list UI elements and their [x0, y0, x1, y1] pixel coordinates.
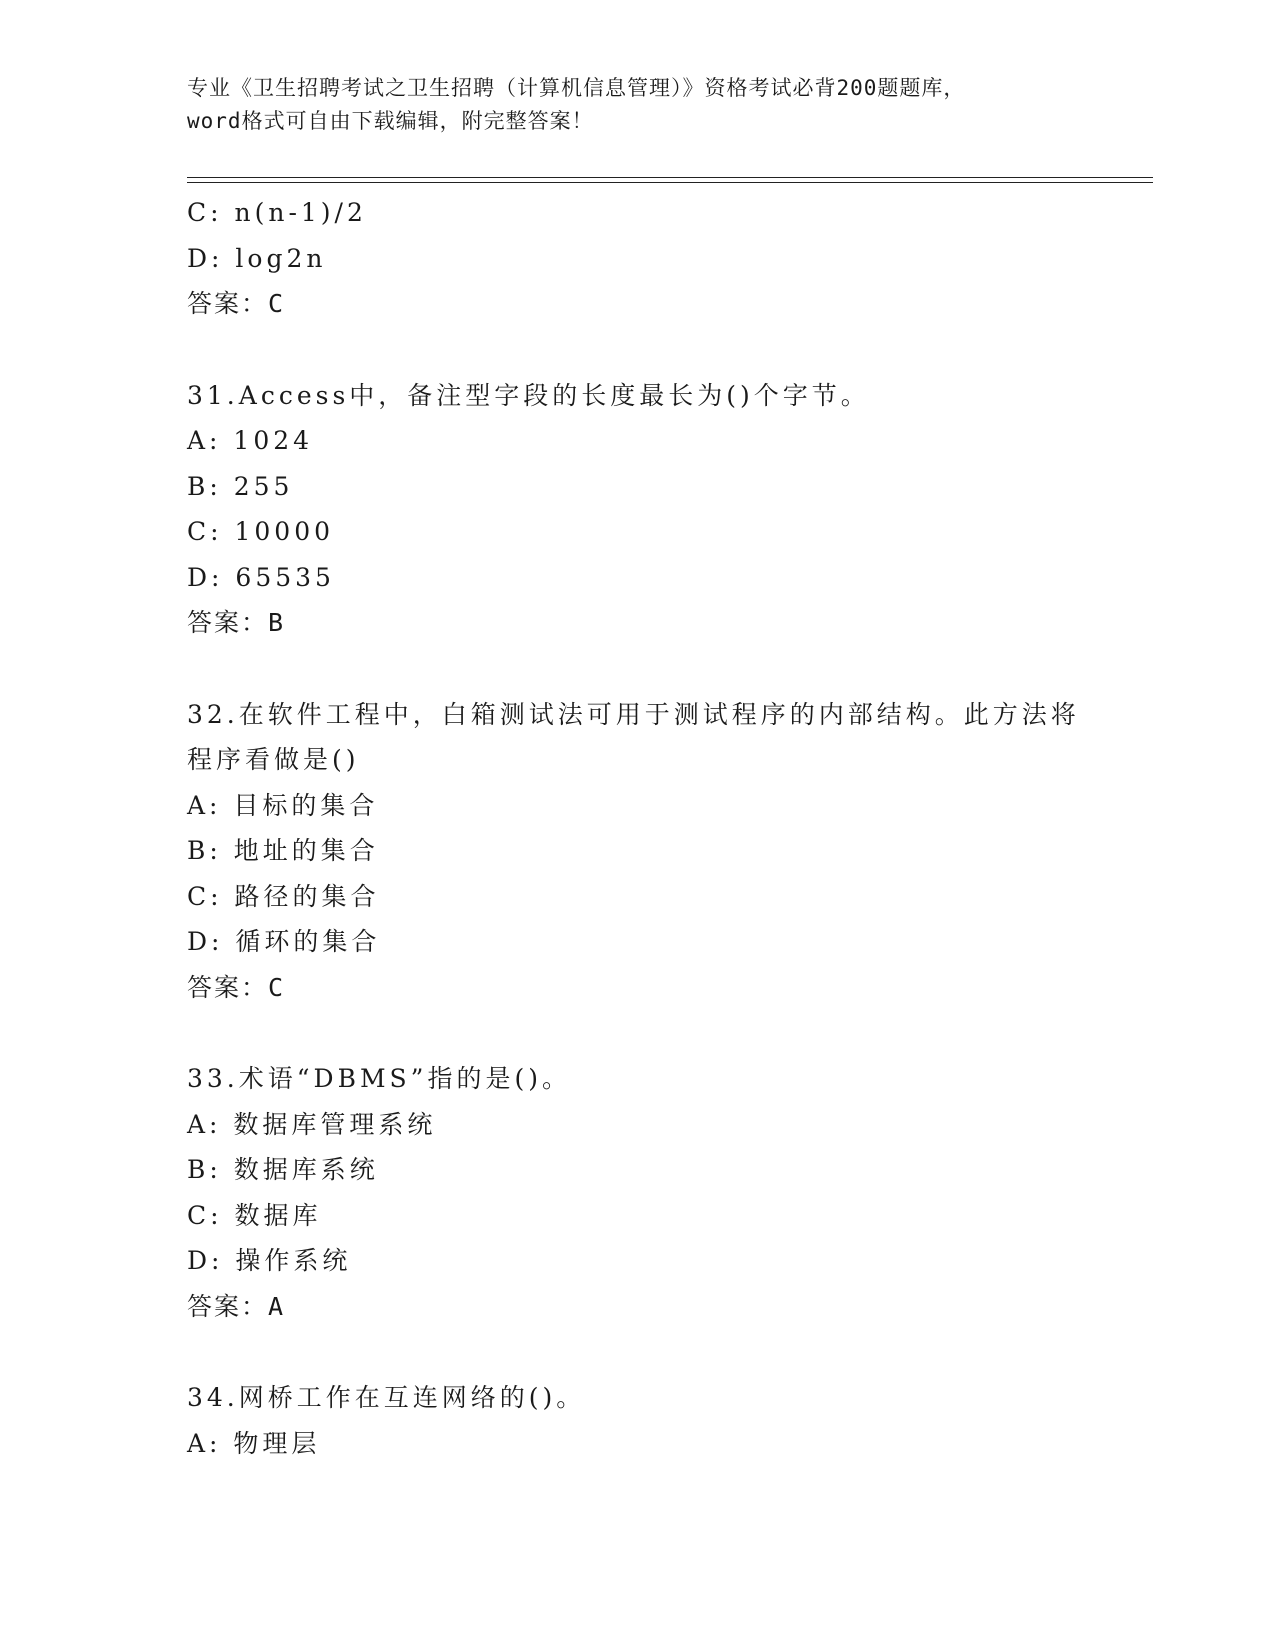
- header-divider-top: [187, 177, 1153, 178]
- answer: 答案：C: [187, 289, 286, 318]
- document-header: [187, 72, 1087, 138]
- option-d: D: log2n: [187, 243, 327, 273]
- header-title-line-1: 专业《卫生招聘考试之卫生招聘（计算机信息管理）》资格考试必背200题题库，: [187, 76, 966, 100]
- option-a: A: 1024: [187, 426, 314, 455]
- question-list: [187, 190, 1087, 1466]
- question-stem: 34.网桥工作在互连网络的()。: [187, 1383, 586, 1412]
- option-b: B: 地址的集合: [187, 836, 379, 865]
- option-b: B: 数据库系统: [187, 1155, 379, 1184]
- option-c: C: 路径的集合: [187, 881, 380, 911]
- question-stem-line-1: 32.在软件工程中，白箱测试法可用于测试程序的内部结构。此方法将: [187, 699, 1080, 729]
- option-d: D: 操作系统: [187, 1246, 352, 1275]
- question-stem-line-2: 程序看做是(): [187, 745, 360, 774]
- option-d: D: 65535: [187, 562, 335, 592]
- question-stem: 31.Access中，备注型字段的长度最长为()个字节。: [187, 380, 870, 410]
- answer: 答案：C: [187, 972, 286, 1002]
- answer: 答案：A: [187, 1291, 286, 1321]
- option-c: C: n(n-1)/2: [187, 198, 367, 227]
- answer: 答案：B: [187, 608, 286, 637]
- question-stem: 33.术语“DBMS”指的是()。: [187, 1064, 571, 1093]
- option-a: A: 数据库管理系统: [187, 1109, 437, 1139]
- question-31: [187, 373, 1087, 646]
- question-spacer: [187, 327, 1087, 373]
- header-title-line-2: word格式可自由下载编辑，附完整答案！: [187, 109, 594, 133]
- question-33: [187, 1056, 1087, 1329]
- question-spacer: [187, 646, 1087, 692]
- question-32: [187, 692, 1087, 1011]
- option-d: D: 循环的集合: [187, 927, 381, 956]
- question-30-tail: [187, 190, 1087, 327]
- question-spacer: [187, 1010, 1087, 1056]
- header-divider-bottom: [187, 182, 1153, 183]
- question-34: [187, 1375, 1087, 1466]
- question-spacer: [187, 1329, 1087, 1375]
- option-c: C: 数据库: [187, 1200, 322, 1230]
- option-a: A: 目标的集合: [187, 790, 379, 820]
- option-a: A: 物理层: [187, 1428, 321, 1458]
- option-b: B: 255: [187, 471, 294, 501]
- option-c: C: 10000: [187, 517, 335, 546]
